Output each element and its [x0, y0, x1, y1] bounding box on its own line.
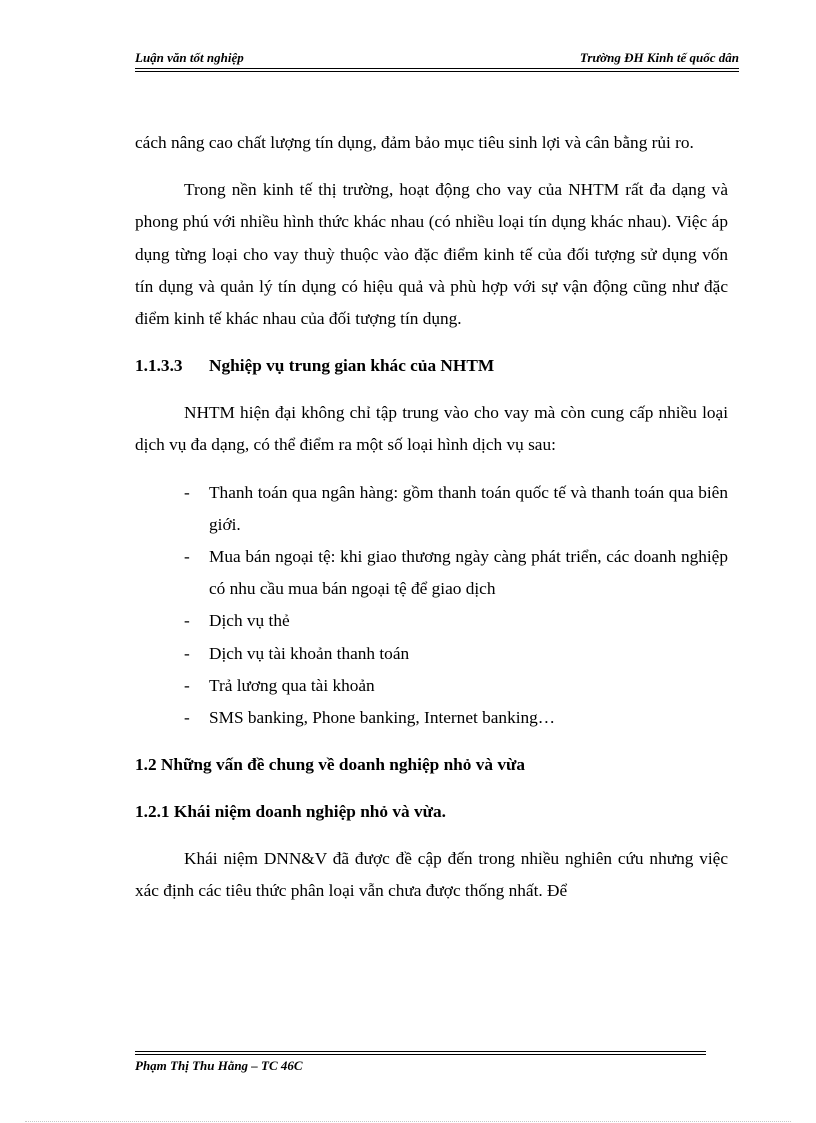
footer-rule	[135, 1054, 706, 1055]
list-item: - Trả lương qua tài khoản	[135, 670, 728, 702]
document-body	[135, 127, 728, 908]
paragraph-services-intro: NHTM hiện đại không chỉ tập trung vào cho vay mà còn cung cấp nhiều loại dịch vụ đa dạng, có thể điểm ra một số loại hình dịch vụ sau:	[135, 403, 728, 455]
footer-rule-thin	[135, 1051, 706, 1052]
list-item: - Dịch vụ tài khoản thanh toán	[135, 638, 728, 670]
paragraph-lending-forms: Trong nền kinh tế thị trường, hoạt động cho vay của NHTM rất đa dạng và phong phú với nhiều hình thức khác nhau (có nhiều loại tín dụng khác nhau). Việc áp dụng từng loại cho vay thuỳ thuộc vào đặc điểm kinh tế của đối tượng sử dụng vốn tín dụng và quản lý tín dụng có hiệu quả và phù hợp với sự vận động cũng như đặc điểm kinh tế khác nhau của đối tượng tín dụng.	[135, 180, 728, 329]
section-title: Nghiệp vụ trung gian khác của NHTM	[209, 356, 495, 376]
list-item: - Mua bán ngoại tệ: khi giao thương ngày càng phát triển, các doanh nghiệp có nhu cầu mua bán ngoại tệ để giao dịch	[135, 541, 728, 605]
section-heading-1-2-1: 1.2.1 Khái niệm doanh nghiệp nhỏ và vừa.	[135, 802, 446, 822]
dash-bullet: -	[184, 643, 190, 663]
dash-bullet: -	[184, 708, 190, 728]
section-heading-1-1-3-3	[135, 350, 728, 382]
dash-bullet: -	[184, 482, 190, 502]
page-edge-divider	[25, 1121, 791, 1122]
dash-bullet: -	[184, 675, 190, 695]
section-heading-1-2: 1.2 Những vấn đề chung về doanh nghiệp nhỏ và vừa	[135, 755, 526, 775]
list-item: - SMS banking, Phone banking, Internet banking…	[135, 702, 728, 734]
footer-author: Phạm Thị Thu Hằng – TC 46C	[135, 1058, 303, 1073]
list-item: - Dịch vụ thẻ	[135, 605, 728, 637]
section-number: 1.1.3.3	[135, 356, 183, 376]
header-university-label: Trường ĐH Kinh tế quốc dân	[579, 50, 739, 65]
page-header	[135, 48, 739, 70]
dash-bullet: -	[184, 547, 190, 567]
services-list	[135, 477, 728, 735]
header-rule	[135, 68, 739, 69]
dash-bullet: -	[184, 611, 190, 631]
header-rule-thin	[135, 71, 739, 72]
list-item: - Thanh toán qua ngân hàng: gồm thanh toán quốc tế và thanh toán qua biên giới.	[135, 477, 728, 541]
header-thesis-label: Luận văn tốt nghiệp	[135, 50, 244, 65]
paragraph-continuation: cách nâng cao chất lượng tín dụng, đảm bảo mục tiêu sinh lợi và cân bằng rủi ro.	[135, 133, 694, 152]
paragraph-sme-concept: Khái niệm DNN&V đã được đề cập đến trong nhiều nghiên cứu nhưng việc xác định các tiêu thức phân loại vẫn chưa được thống nhất. Để	[135, 849, 728, 901]
